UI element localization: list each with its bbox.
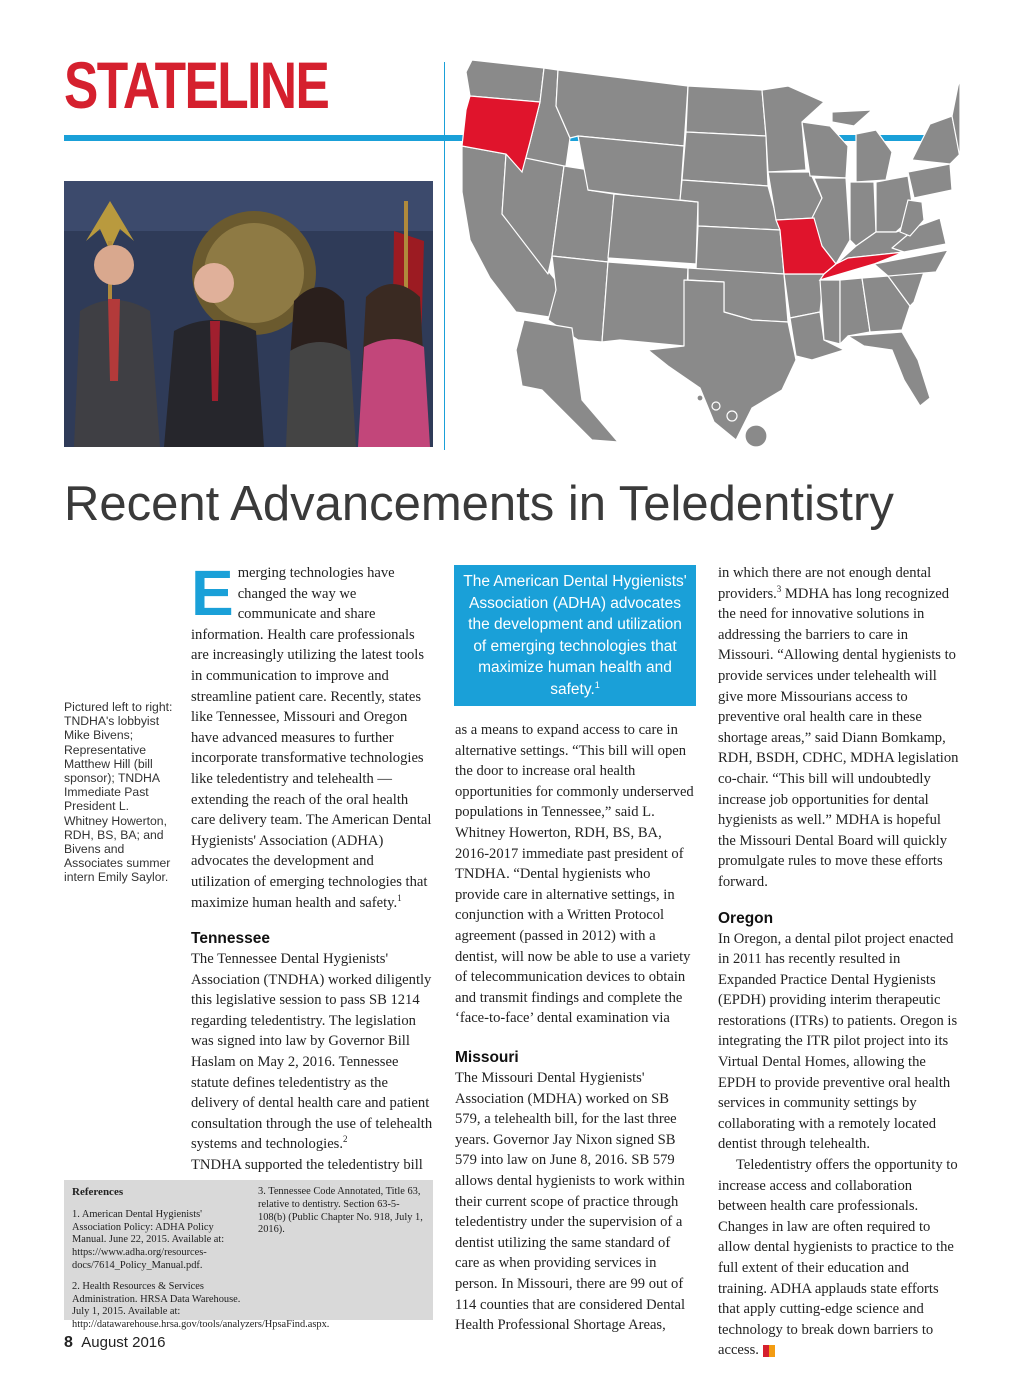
tennessee-paragraph-1 [191, 949, 435, 1155]
tennessee-text-1: The Tennessee Dental Hygienists' Association (TNDHA) worked diligently this legislative session to pass SB 1214 regarding teledentistry. The legislation was signed into law by Governor Bill Haslam on May 2, 2016. Tennessee statute defines teledentistry as the delivery of dental health care and patient consultation through the use of telehealth systems and technologies. [191, 951, 433, 1153]
page-footer [64, 1334, 166, 1352]
state-montana [556, 70, 688, 146]
state-washington [466, 60, 544, 102]
us-map-figure [452, 50, 960, 455]
section-title: STATELINE [64, 48, 329, 122]
article-column-3 [718, 563, 960, 1361]
references-heading: References [72, 1186, 124, 1198]
issue-date: August 2016 [81, 1334, 166, 1351]
article-column-2 [455, 720, 695, 1030]
page-number: 8 [64, 1334, 73, 1351]
person-4 [358, 284, 430, 447]
references-box [64, 1180, 433, 1331]
pull-quote [454, 565, 696, 706]
state-pennsylvania [908, 164, 952, 198]
tennessee-continued [455, 720, 695, 1030]
oregon-paragraph-1: In Oregon, a dental pilot project enacted in 2011 has recently resulted in Expanded Practice Dental Hygienists (EPDH) providing interim therapeutic restorations (ITRs) to patients. Oregon is integrating the ITR pilot project into its Virtual Dental Homes, allowing the EPDH to provide preventive oral health services in community settings by collaborating with a remotely located dentist through telehealth. [718, 930, 958, 1153]
reference-item-2: 2. Health Resources & Services Administration. HRSA Data Warehouse. July 1, 2015. Available at: http://datawarehouse.hrsa.gov/tools/analyzers/HpsaFind.aspx. [72, 1280, 330, 1331]
tennessee-text-2: TNDHA supported the teledentistry bill [191, 1157, 423, 1174]
missouri-paragraph-1: The Missouri Dental Hygienists' Association (MDHA) worked on SB 579, a telehealth bill, for the last three years. Governor Jay Nixon signed SB 579 into law on June 8, 2016. SB 579 allows dental hygienists to work within their current scope of practice through teledentistry under the supervision of a dentist utilizing the same standard of care as when providing services in person. In Missouri, there are 99 out of 114 counties that are considered Dental Health Professional Shortage Areas, [455, 1070, 686, 1334]
subheading-tennessee: Tennessee [191, 930, 270, 948]
photo-caption [64, 700, 176, 885]
column-divider [444, 62, 445, 450]
subheading-missouri: Missouri [455, 1049, 519, 1066]
photo-caption-text: Pictured left to right: TNDHA's lobbyist Mike Bivens; Representative Matthew Hill (bill sponsor); TNDHA Immediate Past President L. Whitney Howerton, RDH, BS, BA; and Bivens and Associates summer intern Emily Saylor. [64, 700, 173, 885]
state-arkansas [784, 274, 824, 318]
drop-cap: E [191, 557, 234, 629]
intro-paragraph [191, 557, 435, 913]
tennessee-paragraph-2-start [191, 1155, 435, 1175]
reference-item-3: 3. Tennessee Code Annotated, Title 63, relative to dentistry. Section 63-5-108(b) (Public Chapter No. 918, July 1, 2016). [258, 1186, 423, 1236]
state-colorado [608, 194, 698, 264]
article-column-1 [191, 557, 435, 1175]
tennessee-text-2-cont: as a means to expand access to care in alternative settings. “This bill will open the door to increase oral health opportunities for commonly underserved populations in Tennessee,” said L. Whitney Howerton, RDH, BS, BA, 2016-2017 immediate past president of TNDHA. “Dental hygienists who provide care in alternative settings, in conjunction with a Written Protocol agreement (passed in 2012) with a dentist, will now be able to use a variety of telecommunication devices to obtain and transmit findings and complete the ‘face-to-face’ dental examination via [455, 722, 694, 1027]
end-of-article-icon [763, 1345, 775, 1357]
oregon-paragraph-2 [718, 1155, 960, 1361]
missouri-text-2: in which there are not enough dental providers. [718, 565, 932, 602]
legislators-photo [64, 181, 433, 447]
footnote-ref-3: 3 [776, 583, 782, 594]
article-title: Recent Advancements in Teledentistry [64, 477, 894, 531]
pull-quote-text: The American Dental Hygienists' Association (ADHA) advocates the development and utilization of emerging technologies that maximize human health and safety. [463, 573, 687, 698]
footnote-ref-1: 1 [397, 892, 402, 903]
reference-item-1: 1. American Dental Hygienists' Association Policy: ADHA Policy Manual. June 22, 2015. Available at: https://www.adha.org/resources-docs/7614_Policy_Manual.pdf. [72, 1208, 225, 1271]
state-wisconsin [802, 122, 848, 178]
missouri-paragraph-2 [718, 563, 960, 893]
subheading-oregon: Oregon [718, 909, 774, 927]
pull-quote-ref: 1 [594, 679, 600, 690]
intro-text: merging technologies have changed the way we communicate and share information. Health care professionals are increasingly utilizing the latest tools in communication to improve and streamline patient care. Recently, states like Tennessee, Missouri and Oregon have advanced measures to further incorporate transformative technologies like teledentistry and telehealth — extending the reach of the oral health care delivery team. The American Dental Hygienists' Association (ADHA) advocates the development and utilization of emerging technologies that maximize human health and safety. [191, 565, 432, 911]
state-north-dakota [686, 86, 766, 136]
state-kansas [696, 226, 784, 274]
footnote-ref-2: 2 [343, 1134, 348, 1145]
state-south-dakota [682, 132, 768, 186]
article-column-2-missouri [455, 1048, 695, 1336]
state-hawaii-island [745, 425, 767, 447]
oregon-text-2: Teledentistry offers the opportunity to increase access and collaboration between health care professionals. Changes in law are often required to allow dental hygienists to practice to the full extent of their education and training. ADHA applauds state efforts that apply cutting-edge science and technology to break down barriers to access. [718, 1157, 958, 1359]
state-new-mexico [602, 262, 688, 346]
state-florida [848, 332, 930, 406]
missouri-text-3: MDHA has long recognized the need for innovative solutions in addressing the barriers to care in Missouri. “Allowing dental hygienists to provide services under telehealth will give more Missourians access to preventive oral health care in these shortage areas,” said Diann Bomkamp, RDH, BSDH, CDHC, MDHA legislation co-chair. “This bill will undoubtedly increase job opportunities for dental hygienists as well.” MDHA is hopeful the Missouri Dental Board will quickly promulgate rules to move these efforts forward. [718, 585, 959, 890]
